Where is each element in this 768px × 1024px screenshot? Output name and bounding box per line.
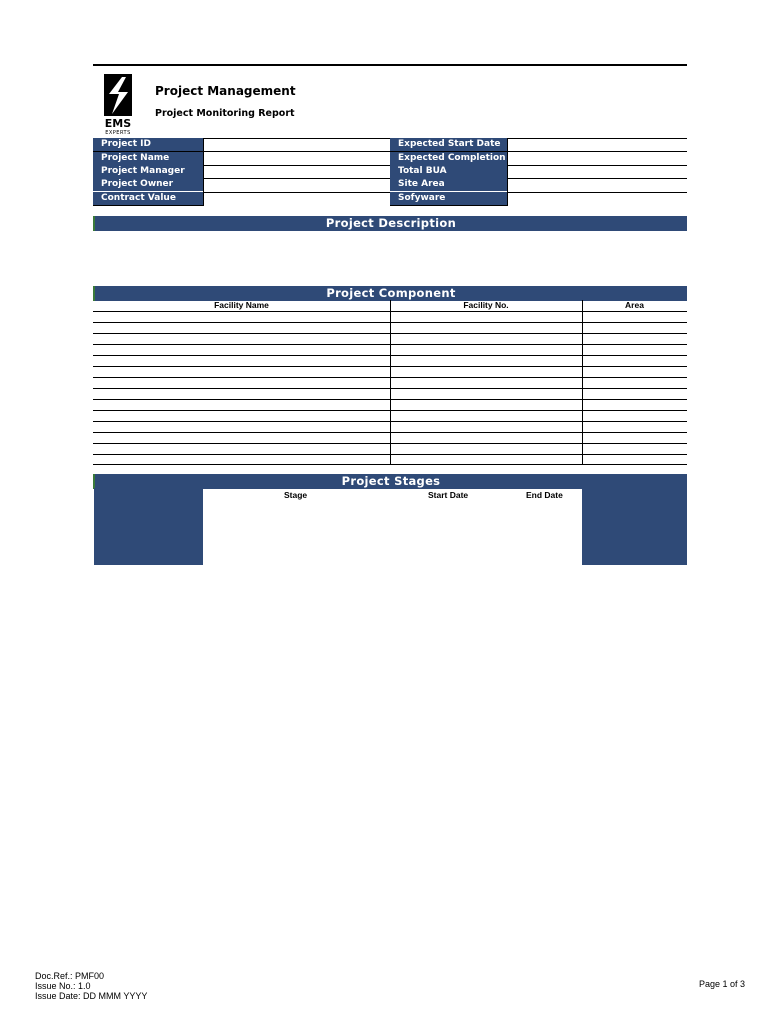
col-divider: [390, 300, 391, 465]
info-row: [93, 178, 687, 191]
component-table: [93, 300, 687, 465]
table-row: [93, 355, 687, 356]
table-row: [93, 366, 687, 367]
label-project-owner: Project Owner: [93, 178, 203, 191]
page-subtitle: Project Monitoring Report: [155, 108, 295, 119]
stages-left-panel: [94, 488, 203, 565]
label-expected-start-date: Expected Start Date: [390, 138, 507, 151]
top-rule: [93, 64, 687, 66]
page-number: Page 1 of 3: [699, 979, 746, 989]
logo-subtext: EXPERTS: [105, 130, 131, 136]
table-row: [93, 377, 687, 378]
label-contract-value: Contract Value: [93, 192, 203, 205]
info-divider: [203, 138, 204, 206]
table-row: [93, 388, 687, 389]
footer-doc-info: [35, 971, 147, 1001]
issue-date: Issue Date: DD MMM YYYY: [35, 991, 148, 1001]
stages-table: [93, 488, 687, 565]
issue-no: Issue No.: 1.0: [35, 981, 91, 991]
label-project-name: Project Name: [93, 152, 203, 165]
label-expected-completion: Expected Completion: [390, 152, 507, 165]
table-row: [93, 410, 687, 411]
info-rule: [390, 205, 507, 206]
table-row: [93, 399, 687, 400]
section-project-component: Project Component: [93, 286, 687, 301]
table-row: [93, 333, 687, 334]
info-row: [93, 165, 687, 178]
col-start-date: Start Date: [428, 490, 469, 500]
project-info-grid: [93, 138, 687, 206]
doc-ref: Doc.Ref.: PMF00: [35, 971, 105, 981]
section-project-description: Project Description: [93, 216, 687, 231]
label-project-id: Project ID: [93, 138, 203, 151]
col-facility-no: Facility No.: [463, 300, 509, 310]
stages-right-panel: [582, 488, 687, 565]
label-software: Sofyware: [390, 192, 507, 205]
col-end-date: End Date: [526, 490, 563, 500]
info-row: [93, 152, 687, 165]
table-row: [93, 322, 687, 323]
col-area: Area: [625, 300, 644, 310]
label-project-manager: Project Manager: [93, 165, 203, 178]
lightning-logo-icon: [100, 74, 136, 118]
col-facility-name: Facility Name: [214, 300, 269, 310]
logo-word: EMS: [104, 117, 132, 130]
info-row: [93, 192, 687, 205]
info-rule: [93, 205, 203, 206]
table-row: [93, 421, 687, 422]
col-divider: [582, 300, 583, 465]
table-row: [93, 344, 687, 345]
info-row: [93, 138, 687, 151]
section-project-stages: Project Stages: [93, 474, 687, 489]
table-row: [93, 311, 687, 312]
ems-logo: [100, 74, 136, 134]
table-row: [93, 443, 687, 444]
label-total-bua: Total BUA: [390, 165, 507, 178]
page-title: Project Management: [155, 84, 296, 98]
label-site-area: Site Area: [390, 178, 507, 191]
table-row: [93, 454, 687, 455]
col-stage: Stage: [284, 490, 308, 500]
table-row: [93, 464, 687, 465]
table-row: [93, 432, 687, 433]
info-divider: [507, 138, 508, 206]
